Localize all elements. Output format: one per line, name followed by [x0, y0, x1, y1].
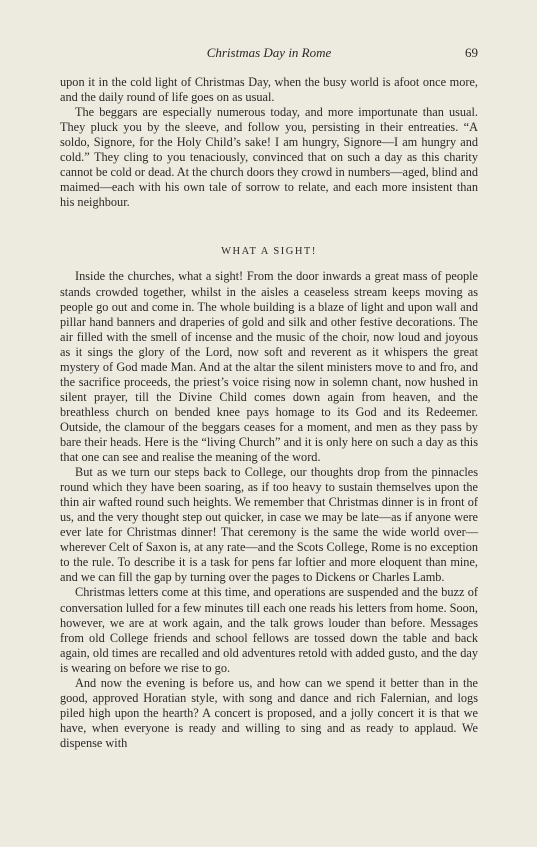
- running-title: Christmas Day in Rome: [206, 45, 332, 60]
- paragraph: But as we turn our steps back to College, our thoughts drop from the pinnacles round which they have been soaring, as if too heavy to sustain themselves upon the thin air wafted round such heights. We remember that Christmas dinner is in front of us, and the very thought step out quicker, in case we may be late—as if anyone were ever late for Christmas dinner! That ceremony is the same the wide world over—wherever Celt of Saxon is, at any rate—and the Scots College, Rome is no exception to the rule. To describe it is a task for pens far loftier and more eloquent than mine, and we can fill the gap by turning over the pages to Dickens or Charles Lamb.: [60, 465, 478, 585]
- section-heading: WHAT A SIGHT!: [221, 246, 317, 258]
- paragraph: The beggars are especially numerous today, and more importunate than usual. They pluck you by the sleeve, and follow you, persisting in their entreaties. “A soldo, Signore, for the Holy Child’s sake! I am hungry, Signore—I am hungry and cold.” They cling to you tenaciously, convinced that on such a day as this charity cannot be cold or dead. At the church doors they crowd in numbers—aged, blind and maimed—each with his own tale of sorrow to relate, and each more insistent than his neighbour.: [60, 105, 478, 210]
- body-text: [60, 75, 478, 751]
- page-number: 69: [465, 45, 478, 60]
- running-head: [60, 44, 478, 62]
- paragraph: And now the evening is before us, and how can we spend it better than in the good, approved Horatian style, with song and dance and rich Falernian, and logs piled high upon the hearth? A concert is proposed, and a jolly concert it is that we have, when everyone is ready and willing to sing and as ready to applaud. We dispense with: [60, 675, 478, 750]
- paragraph: Inside the churches, what a sight! From the door inwards a great mass of people stands crowded together, whilst in the aisles a ceaseless stream keeps moving as people go out and come in. The whole building is a blaze of light and upon wall and pillar hand banners and draperies of gold and silk and other festive decorations. The air filled with the smell of incense and the music of the choir, now loud and joyous as it sings the glory of the Lord, now soft and reverent as it whispers the great mystery of God made Man. And at the altar the silent ministers move to and fro, and the sacrifice proceeds, the priest’s voice rising now in solemn chant, now hushed in silent prayer, till the Divine Child comes down again from heaven, and the breathless church on bended knee pays homage to its God and its Redeemer. Outside, the clamour of the beggars ceases for a moment, and men as they pass by bare their heads. Here is the “living Church” and it is only here on such a day as this that one can see and realise the meaning of the word.: [60, 269, 478, 465]
- paragraph: upon it in the cold light of Christmas Day, when the busy world is afoot once more, and the daily round of life goes on as usual.: [60, 75, 478, 105]
- paragraph: Christmas letters come at this time, and operations are suspended and the buzz of conversation lulled for a few minutes till each one reads his letters from home. Soon, however, we are at work again, and the talk grows louder than before. Messages from old College friends and school fellows are tossed down the table and back again, old times are recalled and old adventures retold with added gusto, and the day is wearing on before we rise to go.: [60, 585, 478, 675]
